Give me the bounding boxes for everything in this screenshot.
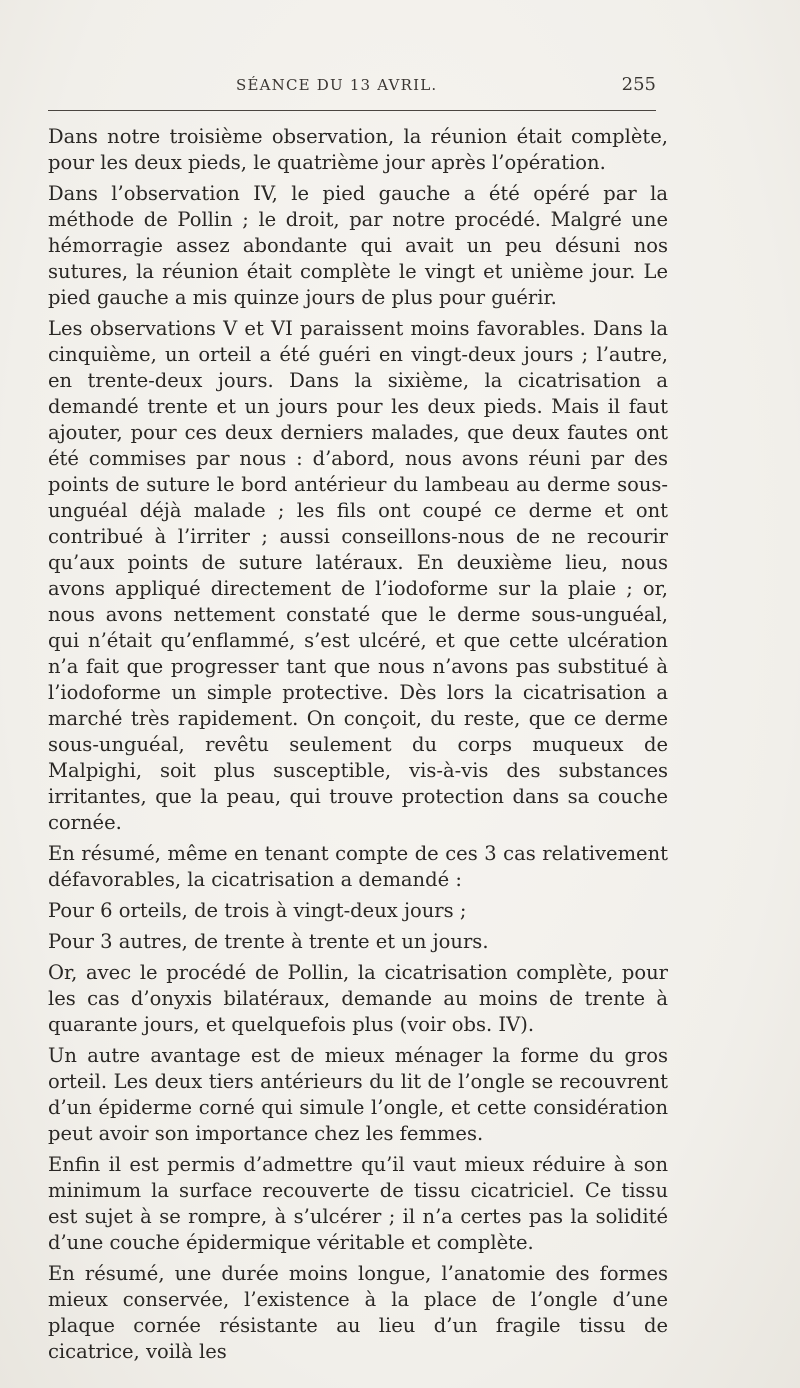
paragraph: Enfin il est permis d’admettre qu’il vaut mieux réduire à son minimum la surface recouverte de tissu cicatriciel. Ce tissu est sujet à se rompre, à s’ulcérer ; il n’a certes pas la solidité d’une couche épidermique véritable et complète. — [48, 1153, 668, 1254]
list-line: Pour 6 orteils, de trois à vingt-deux jours ; — [48, 899, 467, 922]
paragraph: Les observations V et VI paraissent moins favorables. Dans la cinquième, un orteil a été guéri en vingt-deux jours ; l’autre, en trente-deux jours. Dans la sixième, la cicatrisation a demandé trente et un jours pour les deux pieds. Mais il faut ajouter, pour ces deux derniers malades, que deux fautes ont été commises par nous : d’abord, nous avons réuni par des points de suture le bord antérieur du lambeau au derme sous-unguéal déjà malade ; les fils ont coupé ce derme et ont contribué à l’irriter ; aussi conseillons-nous de ne recourir qu’aux points de suture latéraux. En deuxième lieu, nous avons appliqué directement de l’iodoforme sur la plaie ; or, nous avons nettement constaté que le derme sous-unguéal, qui n’était qu’enflammé, s’est ulcéré, et que cette ulcération n’a fait que progresser tant que nous n’avons pas substitué à l’iodoforme un simple protective. Dès lors la cicatrisation a marché très rapidement. On conçoit, du reste, que ce derme sous-unguéal, revêtu seulement du corps muqueux de Malpighi, soit plus susceptible, vis-à-vis des substances irritantes, que la peau, qui trouve protection dans sa couche cornée. — [48, 317, 668, 834]
list-line: Pour 3 autres, de trente à trente et un jours. — [48, 930, 489, 953]
page-number: 255 — [621, 74, 656, 95]
paragraph: En résumé, même en tenant compte de ces 3 cas relativement défavorables, la cicatrisation a demandé : — [48, 842, 668, 891]
paragraph: En résumé, une durée moins longue, l’anatomie des formes mieux conservée, l’existence à la place de l’ongle d’une plaque cornée résistante au lieu d’un fragile tissu de cicatrice, voilà les — [48, 1262, 668, 1363]
paragraph: Dans notre troisième observation, la réunion était complète, pour les deux pieds, le quatrième jour après l’opération. — [48, 125, 668, 174]
paragraph: Or, avec le procédé de Pollin, la cicatrisation complète, pour les cas d’onyxis bilatéraux, demande au moins de trente à quarante jours, et quelquefois plus (voir obs. IV). — [48, 961, 668, 1036]
body-text — [48, 124, 668, 1370]
header-title: SÉANCE DU 13 AVRIL. — [236, 76, 438, 94]
running-header — [48, 76, 656, 100]
header-rule — [48, 110, 656, 111]
paragraph: Dans l’observation IV, le pied gauche a été opéré par la méthode de Pollin ; le droit, par notre procédé. Malgré une hémorragie assez abondante qui avait un peu désuni nos sutures, la réunion était complète le vingt et unième jour. Le pied gauche a mis quinze jours de plus pour guérir. — [48, 182, 668, 309]
paragraph: Un autre avantage est de mieux ménager la forme du gros orteil. Les deux tiers antérieurs du lit de l’ongle se recouvrent d’un épiderme corné qui simule l’ongle, et cette considération peut avoir son importance chez les femmes. — [48, 1044, 668, 1145]
